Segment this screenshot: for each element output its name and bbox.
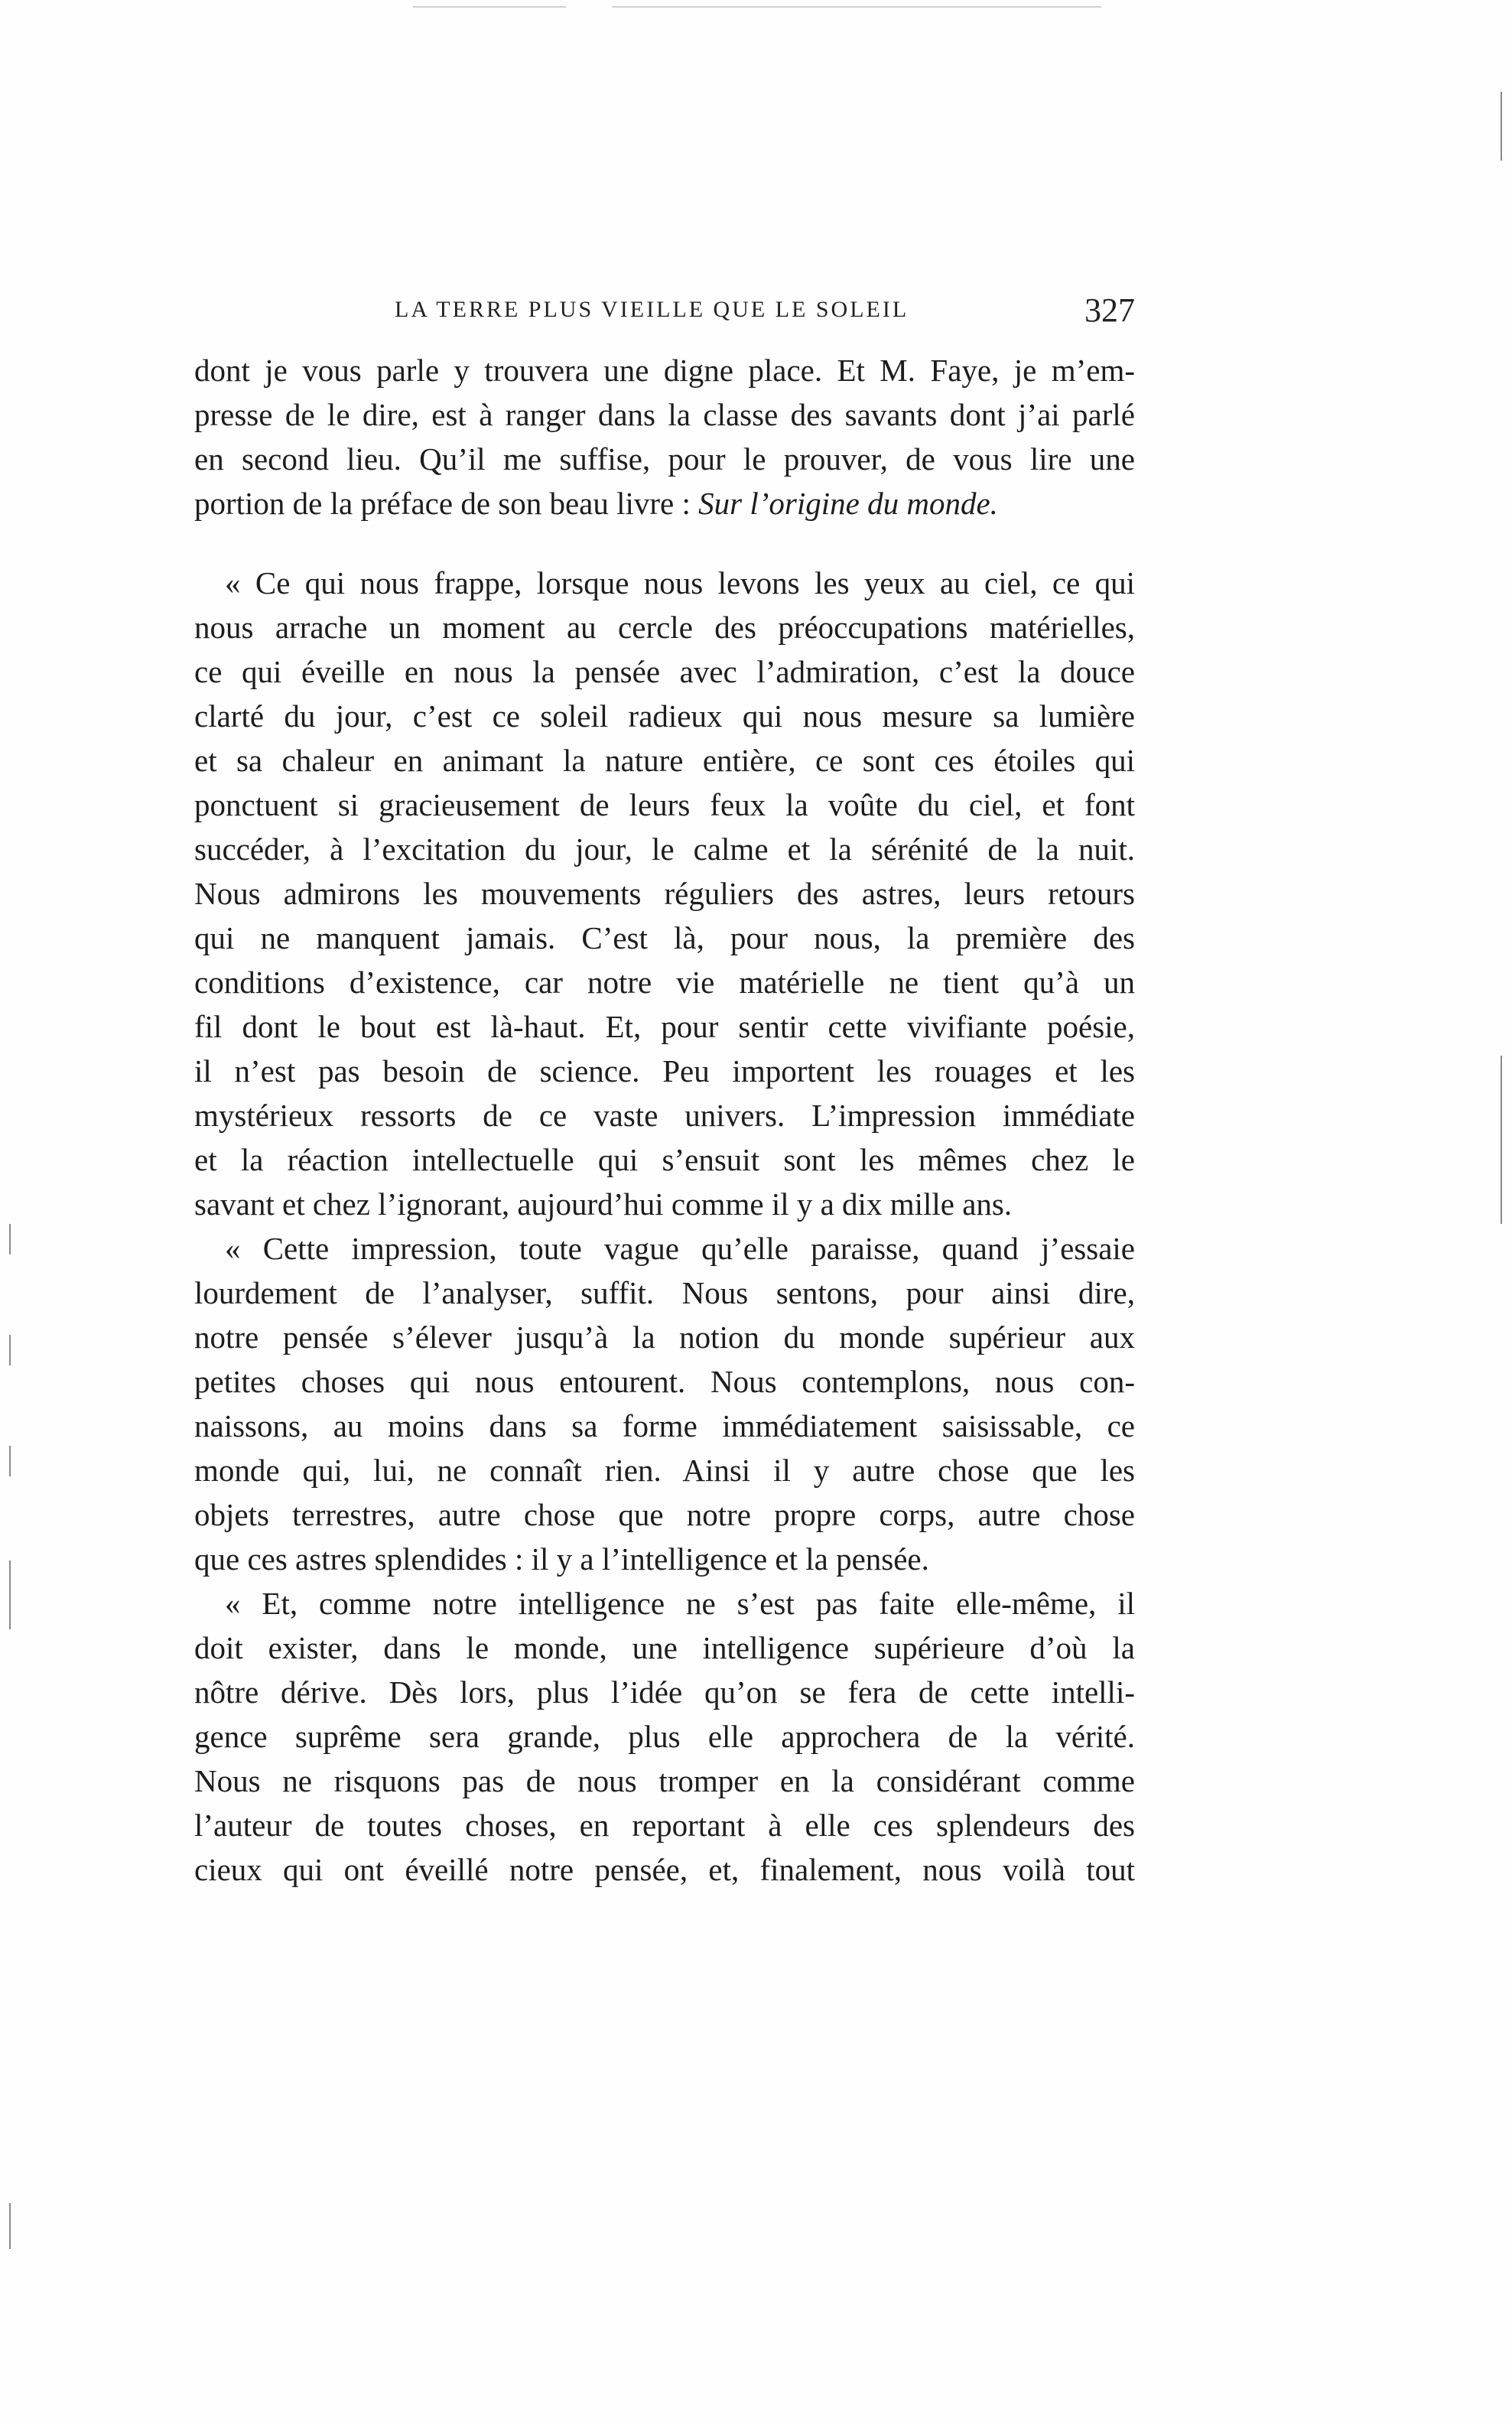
text-line: fil dont le bout est là-haut. Et, pour sentir cette vivifiante poésie, xyxy=(194,1009,1135,1044)
right-margin-mark xyxy=(1501,1056,1502,1224)
text-line: savant et chez l’ignorant, aujourd’hui comme il y a dix mille ans. xyxy=(194,1186,1013,1222)
text-line: nous arrache un moment au cercle des préoccupations matérielles, xyxy=(194,610,1135,645)
text-line: petites choses qui nous entourent. Nous contemplons, nous con- xyxy=(194,1364,1135,1399)
text-line: et sa chaleur en animant la nature entière, ce sont ces étoiles qui xyxy=(194,743,1135,778)
left-margin-mark xyxy=(9,1335,11,1365)
text-line: Nous admirons les mouvements réguliers des astres, leurs retours xyxy=(194,876,1135,911)
text-line: lourdement de l’analyser, suffit. Nous sentons, pour ainsi dire, xyxy=(194,1275,1135,1310)
text-line: presse de le dire, est à ranger dans la classe des savants dont j’ai parlé xyxy=(194,397,1135,432)
top-scan-line xyxy=(612,6,1101,8)
text-fragment: portion de la préface de son beau livre : xyxy=(194,486,699,521)
text-line: monde qui, lui, ne connaît rien. Ainsi il y autre chose que les xyxy=(194,1453,1135,1488)
text-line: ponctuent si gracieusement de leurs feux la voûte du ciel, et font xyxy=(194,787,1135,822)
text-line: « Et, comme notre intelligence ne s’est pas faite elle-même, il xyxy=(225,1586,1135,1621)
book-title: Sur l’origine du monde. xyxy=(698,486,998,521)
right-margin-mark xyxy=(1501,92,1502,161)
left-margin-mark xyxy=(9,1446,11,1476)
text-line: nôtre dérive. Dès lors, plus l’idée qu’on se fera de cette intelli- xyxy=(194,1674,1135,1710)
intro-paragraph xyxy=(194,348,1135,526)
text-line: « Cette impression, toute vague qu’elle paraisse, quand j’essaie xyxy=(225,1231,1135,1266)
text-line: doit exister, dans le monde, une intelligence supérieure d’où la xyxy=(194,1630,1135,1665)
text-line: cieux qui ont éveillé notre pensée, et, finalement, nous voilà tout xyxy=(194,1852,1135,1887)
text-line: mystérieux ressorts de ce vaste univers. L’impression immédiate xyxy=(194,1098,1135,1133)
left-margin-mark xyxy=(9,2203,11,2249)
running-title: LA TERRE PLUS VIEILLE QUE LE SOLEIL xyxy=(395,297,909,322)
quote-paragraph-1 xyxy=(194,561,1135,1226)
text-line: objets terrestres, autre chose que notre propre corps, autre chose xyxy=(194,1497,1135,1532)
text-line xyxy=(194,481,1135,526)
page-number: 327 xyxy=(1084,291,1135,329)
text-line: l’auteur de toutes choses, en reportant à elle ces splendeurs des xyxy=(194,1808,1135,1843)
text-line: conditions d’existence, car notre vie matérielle ne tient qu’à un xyxy=(194,965,1135,1000)
text-line: et la réaction intellectuelle qui s’ensuit sont les mêmes chez le xyxy=(194,1142,1135,1177)
text-line: dont je vous parle y trouvera une digne place. Et M. Faye, je m’em- xyxy=(194,353,1135,388)
text-line: « Ce qui nous frappe, lorsque nous levons les yeux au ciel, ce qui xyxy=(225,565,1135,600)
text-line: succéder, à l’excitation du jour, le calme et la sérénité de la nuit. xyxy=(194,831,1135,867)
text-line: il n’est pas besoin de science. Peu importent les rouages et les xyxy=(194,1053,1135,1089)
top-scan-line xyxy=(413,6,566,8)
left-margin-mark xyxy=(9,1560,11,1629)
quote-paragraph-2 xyxy=(194,1226,1135,1581)
text-line: naissons, au moins dans sa forme immédiatement saisissable, ce xyxy=(194,1408,1135,1443)
paragraph-gap xyxy=(194,526,1135,561)
text-line: que ces astres splendides : il y a l’intelligence et la pensée. xyxy=(194,1541,929,1577)
text-line: en second lieu. Qu’il me suffise, pour le prouver, de vous lire une xyxy=(194,441,1135,477)
text-line: notre pensée s’élever jusqu’à la notion du monde supérieur aux xyxy=(194,1320,1135,1355)
text-line: qui ne manquent jamais. C’est là, pour nous, la première des xyxy=(194,920,1135,955)
text-line: ce qui éveille en nous la pensée avec l’admiration, c’est la douce xyxy=(194,654,1135,689)
text-line: Nous ne risquons pas de nous tromper en la considérant comme xyxy=(194,1763,1135,1798)
body-text xyxy=(194,348,1135,1892)
left-margin-mark xyxy=(9,1224,11,1255)
text-line: clarté du jour, c’est ce soleil radieux qui nous mesure sa lumière xyxy=(194,698,1135,734)
text-line: gence suprême sera grande, plus elle approchera de la vérité. xyxy=(194,1719,1135,1754)
quote-paragraph-3 xyxy=(194,1581,1135,1892)
page-header xyxy=(194,291,1135,337)
